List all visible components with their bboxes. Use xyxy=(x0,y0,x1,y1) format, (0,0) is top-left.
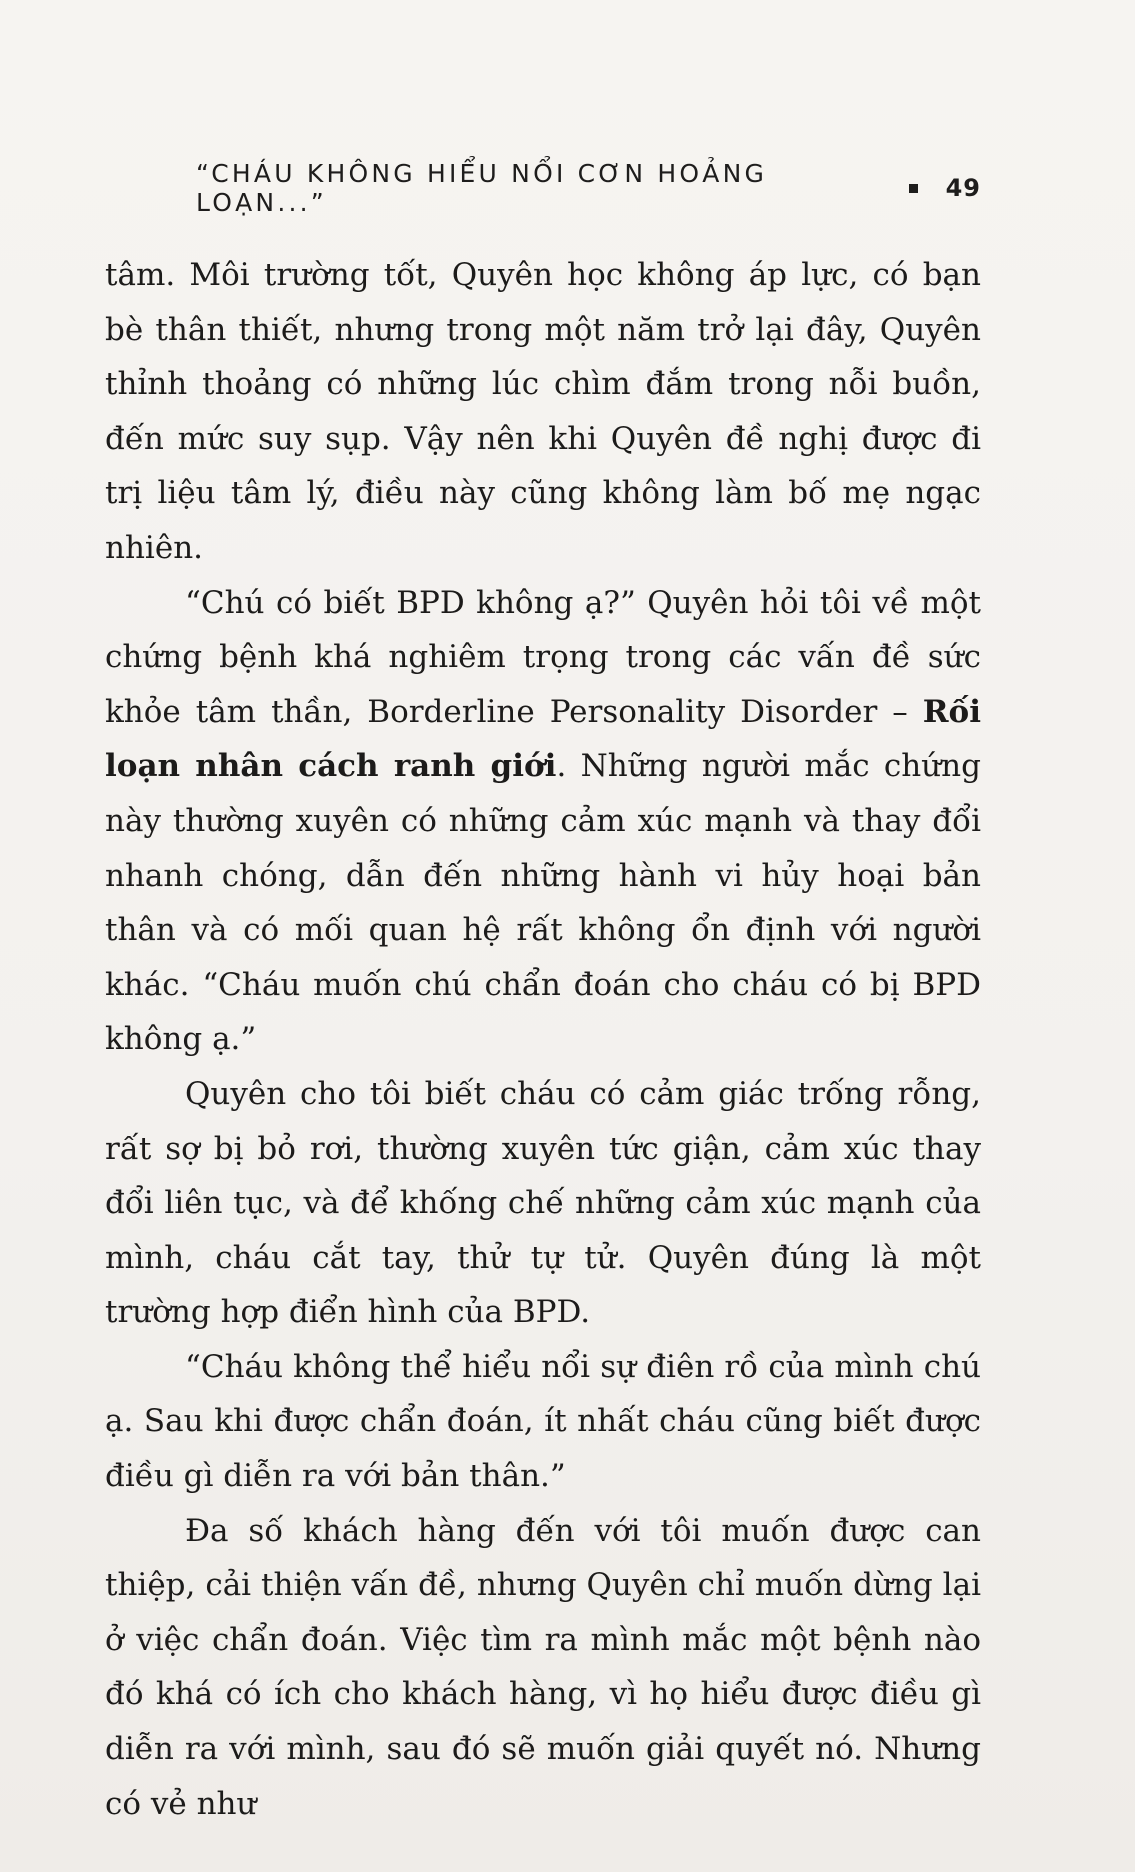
square-bullet-icon xyxy=(909,184,918,193)
paragraph-2 xyxy=(105,576,981,1067)
paragraph-4: “Cháu không thể hiểu nổi sự điên rồ của mình chú ạ. Sau khi được chẩn đoán, ít nhất cháu cũng biết được điều gì diễn ra với bản thân.” xyxy=(105,1348,981,1495)
paragraph-1: tâm. Môi trường tốt, Quyên học không áp lực, có bạn bè thân thiết, nhưng trong một năm trở lại đây, Quyên thỉnh thoảng có những lúc chìm đắm trong nỗi buồn, đến mức suy sụp. Vậy nên khi Quyên đề nghị được đi trị liệu tâm lý, điều này cũng không làm bố mẹ ngạc nhiên. xyxy=(105,257,981,566)
running-header xyxy=(196,159,981,217)
chapter-title: “CHÁU KHÔNG HIỂU NỔI CƠN HOẢNG LOẠN...” xyxy=(196,159,768,217)
page-number: 49 xyxy=(945,174,981,202)
paragraph-2-lead: “Chú có biết BPD không ạ?” Quyên hỏi tôi về một chứng bệnh khá nghiêm trọng trong các vấn đề sức khỏe tâm thần, Borderline Personality Disorder – xyxy=(105,584,981,730)
bold-term: Rối loạn nhân cách ranh giới xyxy=(105,693,981,785)
body-text xyxy=(105,248,981,1831)
paragraph-5: Đa số khách hàng đến với tôi muốn được can thiệp, cải thiện vấn đề, nhưng Quyên chỉ muốn dừng lại ở việc chẩn đoán. Việc tìm ra mình mắc một bệnh nào đó khá có ích cho khách hàng, vì họ hiểu được điều gì diễn ra với mình, sau đó sẽ muốn giải quyết nó. Nhưng có vẻ như xyxy=(105,1512,981,1822)
paragraph-2-rest: . Những người mắc chứng này thường xuyên có những cảm xúc mạnh và thay đổi nhanh chóng, dẫn đến những hành vi hủy hoại bản thân và có mối quan hệ rất không ổn định với người khác. “Cháu muốn chú chẩn đoán cho cháu có bị BPD không ạ.” xyxy=(105,748,981,1058)
paragraph-3: Quyên cho tôi biết cháu có cảm giác trống rỗng, rất sợ bị bỏ rơi, thường xuyên tức giận, cảm xúc thay đổi liên tục, và để khống chế những cảm xúc mạnh của mình, cháu cắt tay, thử tự tử. Quyên đúng là một trường hợp điển hình của BPD. xyxy=(105,1075,981,1331)
